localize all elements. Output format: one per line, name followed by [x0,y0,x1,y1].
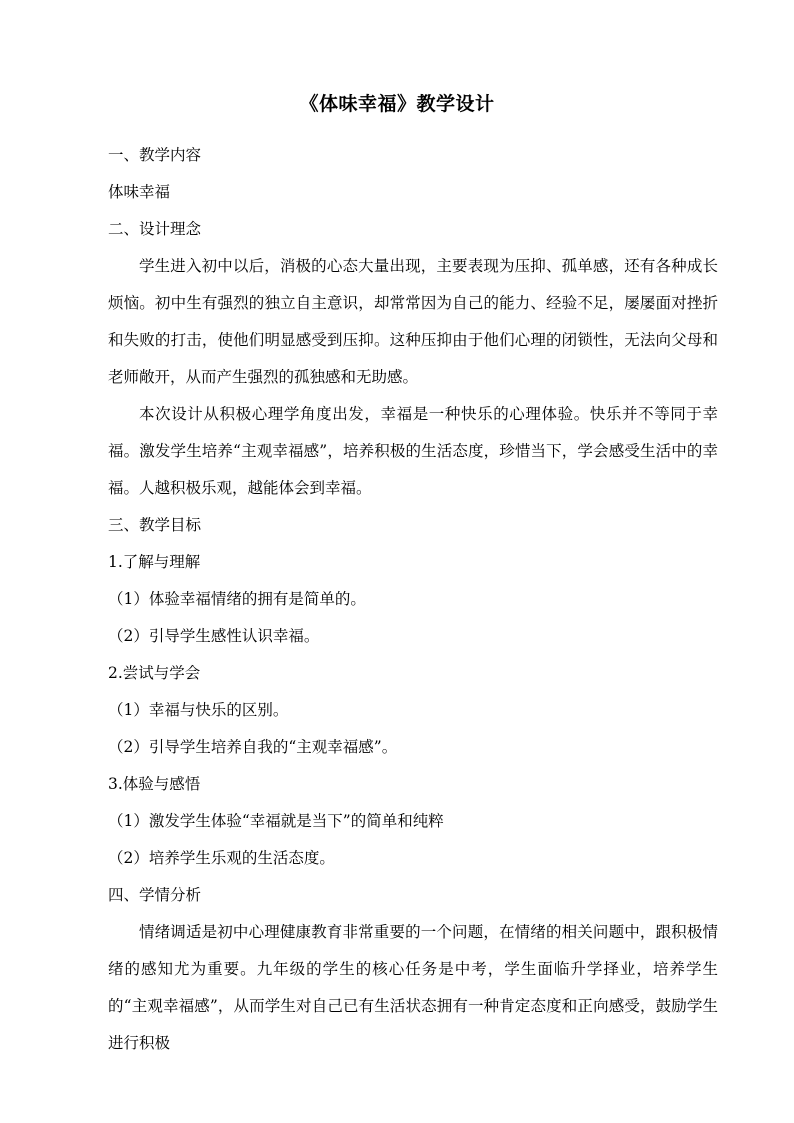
section-body: 体味幸福 [108,183,171,201]
document-title: 《体味幸福》教学设计 [299,93,495,115]
goal-heading: 2.尝试与学会 [108,664,201,682]
goal-item: （1）激发学生体验“幸福就是当下”的简单和纯粹 [108,812,444,830]
section-heading: 一、教学内容 [108,146,202,164]
section-heading: 四、学情分析 [108,886,202,904]
paragraph: 本次设计从积极心理学角度出发，幸福是一种快乐的心理体验。快乐并不等同于幸福。激发学生培养“主观幸福感”，培养积极的生活态度，珍惜当下，学会感受生活中的幸福。人越积极乐观，越能体会到幸福。 [108,405,718,497]
goal-item: （1）体验幸福情绪的拥有是简单的。 [108,590,366,608]
document-body [108,137,718,1062]
section-heading: 三、教学目标 [108,516,202,534]
goal-item: （1）幸福与快乐的区别。 [108,701,289,719]
goal-item: （2）引导学生感性认识幸福。 [108,627,320,645]
paragraph: 情绪调适是初中心理健康教育非常重要的一个问题，在情绪的相关问题中，跟积极情绪的感知尤为重要。九年级的学生的核心任务是中考，学生面临升学择业，培养学生的“主观幸福感”，从而学生对自己已有生活状态拥有一种肯定态度和正向感受，鼓励学生进行积极 [108,923,718,1052]
section-heading: 二、设计理念 [108,220,202,238]
goal-heading: 3.体验与感悟 [108,775,201,793]
paragraph: 学生进入初中以后，消极的心态大量出现，主要表现为压抑、孤单感，还有各种成长烦恼。初中生有强烈的独立自主意识，却常常因为自己的能力、经验不足，屡屡面对挫折和失败的打击，使他们明显感受到压抑。这种压抑由于他们心理的闭锁性，无法向父母和老师敞开，从而产生强烈的孤独感和无助感。 [108,257,718,386]
goal-item: （2）培养学生乐观的生活态度。 [108,849,335,867]
goal-heading: 1.了解与理解 [108,553,201,571]
goal-item: （2）引导学生培养自我的“主观幸福感”。 [108,738,398,756]
